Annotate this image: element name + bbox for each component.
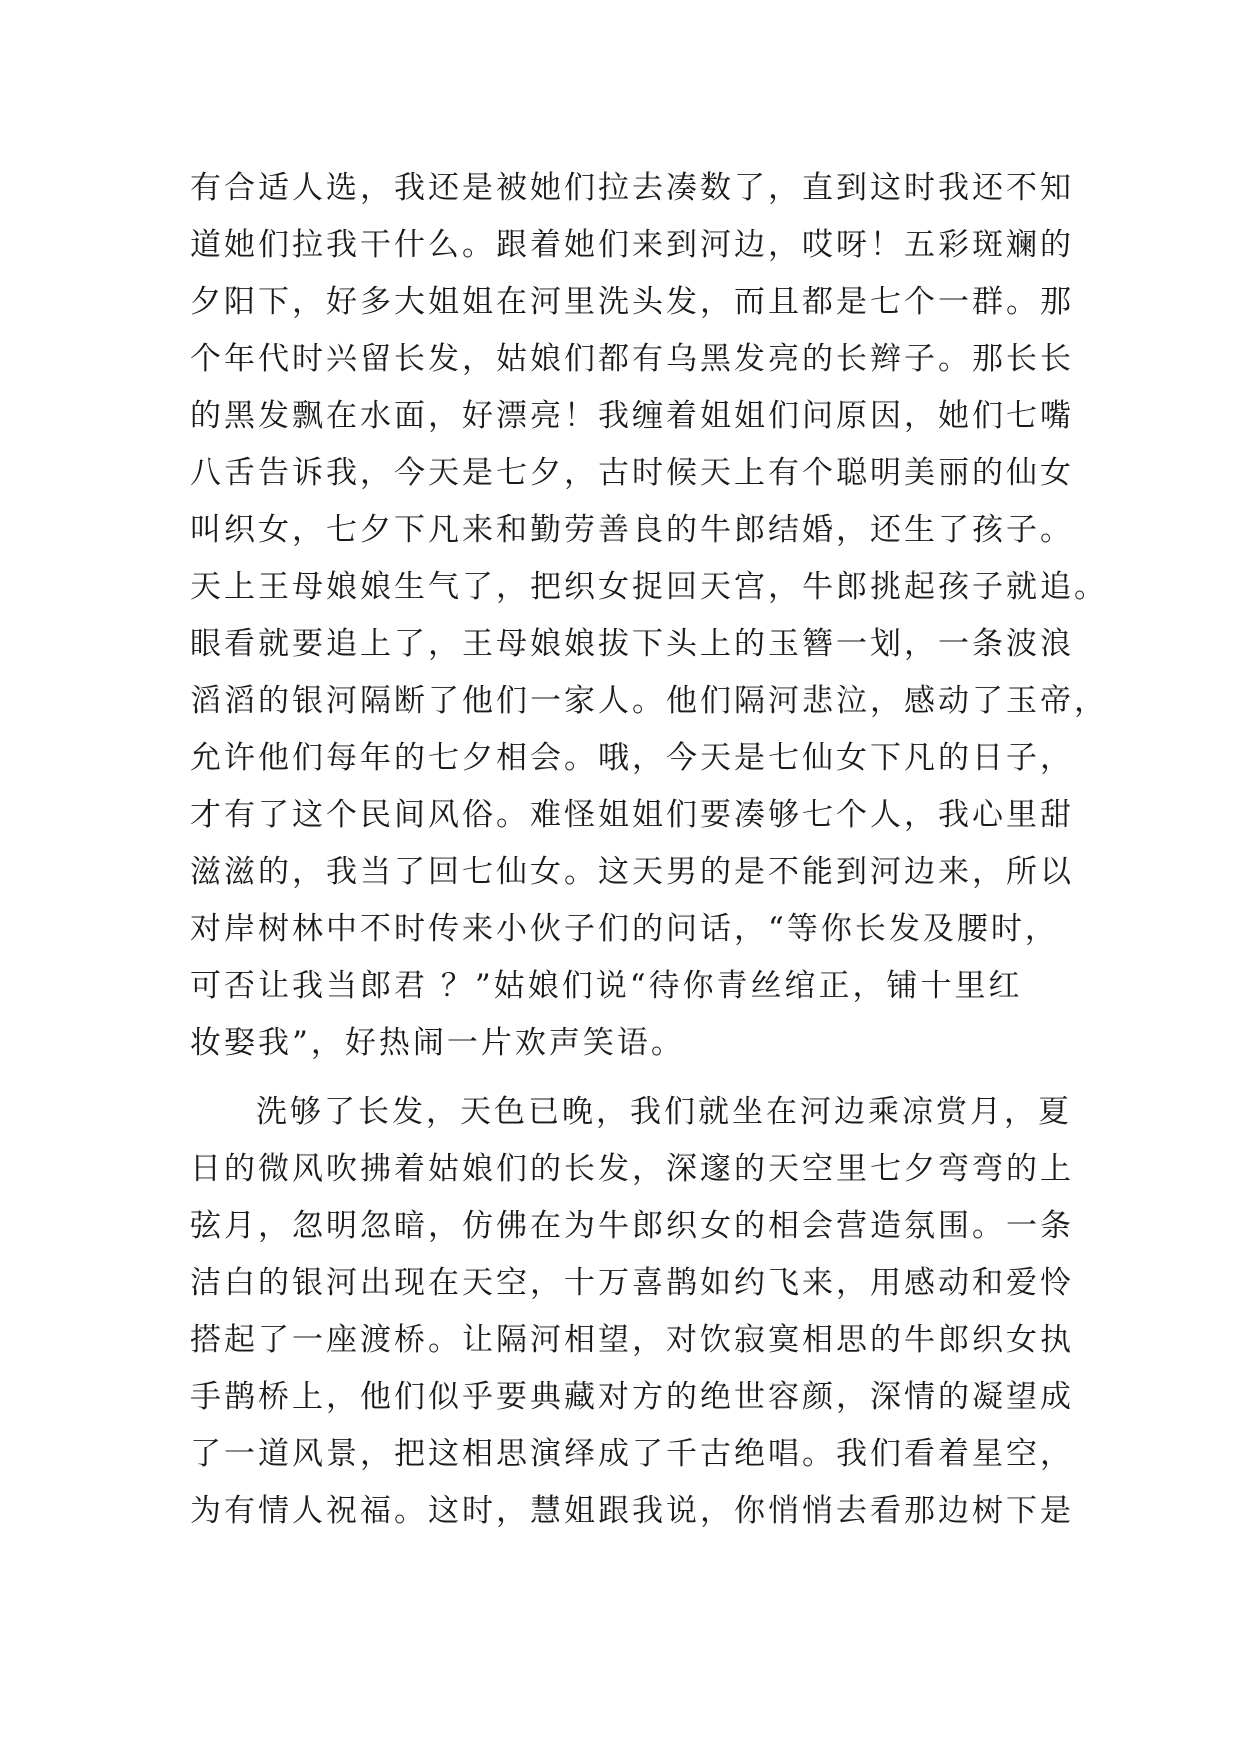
text-line: 八舌告诉我，今天是七夕，古时候天上有个聪明美丽的仙女 <box>190 455 1074 491</box>
paragraph-2 <box>190 1084 1074 1540</box>
text-line: 弦月，忽明忽暗，仿佛在为牛郎织女的相会营造氛围。一条 <box>190 1208 1074 1244</box>
text-line: 的黑发飘在水面，好漂亮！我缠着姐姐们问原因，她们七嘴 <box>190 398 1074 434</box>
text-line: 道她们拉我干什么。跟着她们来到河边，哎呀！五彩斑斓的 <box>190 227 1074 263</box>
text-line: 为有情人祝福。这时，慧姐跟我说，你悄悄去看那边树下是 <box>190 1493 1074 1529</box>
text-line: 叫织女，七夕下凡来和勤劳善良的牛郎结婚，还生了孩子。 <box>190 512 1074 548</box>
text-line: 才有了这个民间风俗。难怪姐姐们要凑够七个人，我心里甜 <box>190 797 1074 833</box>
text-line: 日的微风吹拂着姑娘们的长发，深邃的天空里七夕弯弯的上 <box>190 1151 1074 1187</box>
text-line: 滋滋的，我当了回七仙女。这天男的是不能到河边来，所以 <box>190 854 1074 890</box>
text-line: 滔滔的银河隔断了他们一家人。他们隔河悲泣，感动了玉帝， <box>190 683 1108 719</box>
text-line: 夕阳下，好多大姐姐在河里洗头发，而且都是七个一群。那 <box>190 284 1074 320</box>
text-line: 有合适人选，我还是被她们拉去凑数了，直到这时我还不知 <box>190 170 1074 206</box>
text-line: 对岸树林中不时传来小伙子们的问话，“等你长发及腰时， <box>190 911 1059 947</box>
text-line: 手鹊桥上，他们似乎要典藏对方的绝世容颜，深情的凝望成 <box>190 1379 1074 1415</box>
text-line: 可否让我当郎君 ？”姑娘们说“待你青丝绾正，铺十里红 <box>190 968 1023 1004</box>
text-line: 允许他们每年的七夕相会。哦，今天是七仙女下凡的日子， <box>190 740 1074 776</box>
paragraph-gap <box>190 1072 1060 1084</box>
text-line: 眼看就要追上了，王母娘娘拔下头上的玉簪一划，一条波浪 <box>190 626 1074 662</box>
text-line: 洗够了长发，天色已晚，我们就坐在河边乘凉赏月，夏 <box>256 1094 1072 1130</box>
text-line: 妆娶我”，好热闹一片欢声笑语。 <box>190 1025 685 1061</box>
paragraph-1 <box>190 160 1108 1072</box>
text-line: 洁白的银河出现在天空，十万喜鹊如约飞来，用感动和爱怜 <box>190 1265 1074 1301</box>
document-body <box>190 160 1108 1540</box>
text-line: 个年代时兴留长发，姑娘们都有乌黑发亮的长辫子。那长长 <box>190 341 1074 377</box>
text-line: 天上王母娘娘生气了，把织女捉回天宫，牛郎挑起孩子就追。 <box>190 569 1108 605</box>
text-line: 搭起了一座渡桥。让隔河相望，对饮寂寞相思的牛郎织女执 <box>190 1322 1074 1358</box>
text-line: 了一道风景，把这相思演绎成了千古绝唱。我们看着星空， <box>190 1436 1074 1472</box>
